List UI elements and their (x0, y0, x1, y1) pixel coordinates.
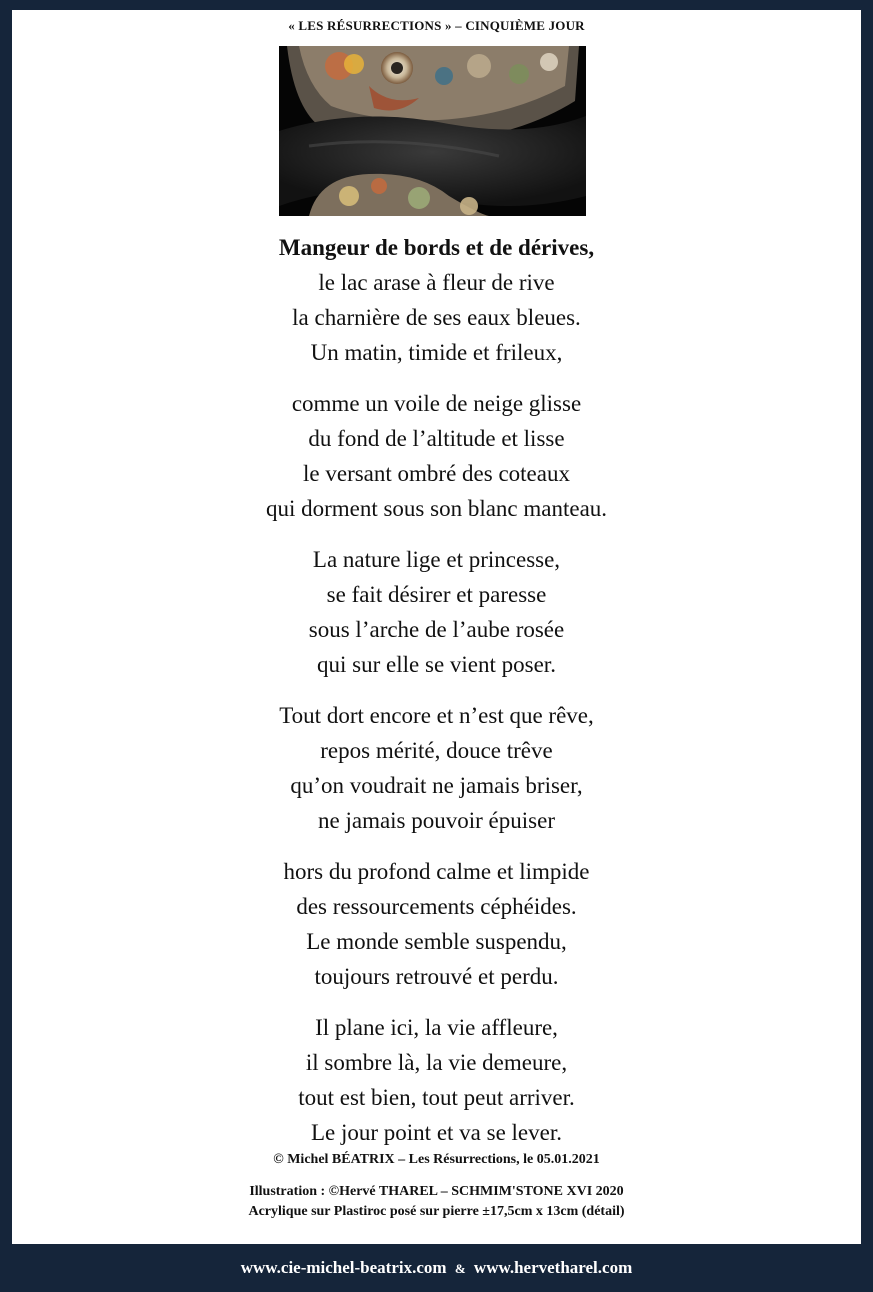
poem-line: qu’on voudrait ne jamais briser, (290, 773, 583, 798)
poem-line: des ressourcements céphéides. (296, 894, 577, 919)
stanza (12, 230, 861, 370)
poem-line: ne jamais pouvoir épuiser (318, 808, 555, 833)
stanza (12, 542, 861, 682)
credits (12, 1150, 861, 1222)
poem-line: il sombre là, la vie demeure, (305, 1050, 568, 1075)
poem-line: Un matin, timide et frileux, (310, 340, 563, 365)
poem (12, 230, 861, 1150)
poem-line: sous l’arche de l’aube rosée (308, 617, 565, 642)
copyright-line: © Michel BÉATRIX – Les Résurrections, le 05.01.2021 (273, 1152, 600, 1167)
poem-title-line: Mangeur de bords et de dérives, (278, 235, 595, 260)
stanza (12, 854, 861, 994)
poem-line: qui sur elle se vient poser. (317, 652, 556, 677)
poem-page (12, 10, 861, 1244)
footer-links (0, 1258, 873, 1278)
painted-stone-icon (279, 46, 586, 216)
poem-line: comme un voile de neige glisse (291, 391, 582, 416)
website-link-michel-beatrix[interactable]: www.cie-michel-beatrix.com (240, 1258, 447, 1277)
medium-credit: Acrylique sur Plastiroc posé sur pierre ±17,5cm x 13cm (détail) (248, 1204, 625, 1219)
poem-line: du fond de l’altitude et lisse (308, 426, 565, 451)
poem-line: toujours retrouvé et perdu. (314, 964, 559, 989)
stanza (12, 698, 861, 838)
illustration-credit: Illustration : ©Hervé THAREL – SCHMIM'STONE XVI 2020 (249, 1184, 624, 1199)
poem-line: hors du profond calme et limpide (283, 859, 590, 884)
poem-line: le lac arase à fleur de rive (318, 270, 555, 295)
poem-line: repos mérité, douce trêve (320, 738, 553, 763)
poem-line: le versant ombré des coteaux (303, 461, 570, 486)
poem-line: qui dorment sous son blanc manteau. (265, 496, 608, 521)
artwork-image (279, 46, 586, 216)
poem-line: tout est bien, tout peut arriver. (298, 1085, 575, 1110)
poem-line: Tout dort encore et n’est que rêve, (279, 703, 594, 728)
poem-line: se fait désirer et paresse (326, 582, 547, 607)
poem-line: la charnière de ses eaux bleues. (292, 305, 581, 330)
poem-line: Il plane ici, la vie affleure, (315, 1015, 558, 1040)
page-header: « LES RÉSURRECTIONS » – CINQUIÈME JOUR (288, 18, 585, 33)
website-link-herve-tharel[interactable]: www.hervetharel.com (473, 1258, 633, 1277)
stanza (12, 1010, 861, 1150)
poem-line: Le monde semble suspendu, (306, 929, 567, 954)
stanza (12, 386, 861, 526)
poem-line: Le jour point et va se lever. (310, 1120, 562, 1145)
footer-separator: & (454, 1261, 466, 1276)
poem-line: La nature lige et princesse, (312, 547, 561, 572)
